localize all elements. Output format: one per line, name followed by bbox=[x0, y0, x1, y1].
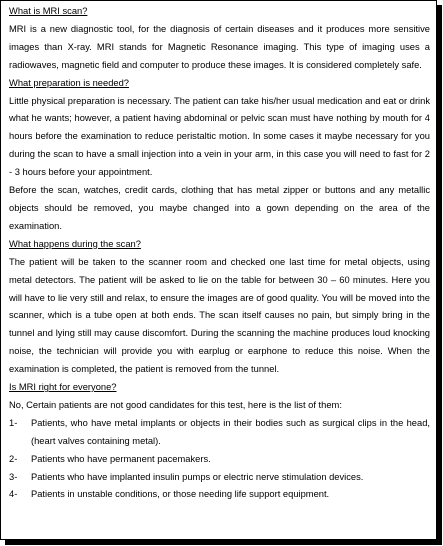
paragraph: Little physical preparation is necessary. The patient can take his/her usual medication and eat or drink what he wants; however, a patient having abdominal or pelvic scan must have nothing by mouth for 4 hours before the examination to reduce peristaltic motion. In some cases it maybe necessary for you during the scan to have a small injection into a vein in your arm, in this case you will need to fast for 2 - 3 hours before your appointment. bbox=[9, 95, 430, 178]
list-item-number: 3- bbox=[9, 471, 18, 482]
section-what-is-mri bbox=[9, 3, 430, 75]
list-item bbox=[9, 451, 430, 469]
list-item-text: Patients who have permanent pacemakers. bbox=[31, 453, 211, 464]
document-body bbox=[1, 1, 436, 504]
paragraph: MRI is a new diagnostic tool, for the diagnosis of certain diseases and it produces more sensitive images than X-ray. MRI stands for Magnetic Resonance imaging. This type of imaging uses a radiowaves, magnetic field and computer to produce these images. It is considered completely safe. bbox=[9, 23, 430, 70]
section-heading: What happens during the scan? bbox=[9, 238, 141, 249]
contraindication-list bbox=[9, 415, 430, 505]
paragraph: No, Certain patients are not good candidates for this test, here is the list of them: bbox=[9, 399, 342, 410]
section-heading: What preparation is needed? bbox=[9, 77, 129, 88]
paragraph: Before the scan, watches, credit cards, clothing that has metal zipper or buttons and any metallic objects should be removed, you maybe changed into a gown depending on the area of the examination. bbox=[9, 185, 430, 231]
list-item-text: Patients in unstable conditions, or those needing life support equipment. bbox=[31, 489, 330, 500]
list-item bbox=[9, 486, 430, 504]
list-item-text: Patients, who have metal implants or objects in their bodies such as surgical clips in the head, (heart valves containing metal). bbox=[31, 417, 430, 446]
list-item-number: 4- bbox=[9, 489, 18, 500]
section-during-scan bbox=[9, 236, 430, 379]
section-right-for-everyone bbox=[9, 379, 430, 504]
list-item-number: 1- bbox=[9, 417, 18, 428]
section-preparation bbox=[9, 75, 430, 236]
list-item bbox=[9, 415, 430, 451]
section-heading: Is MRI right for everyone? bbox=[9, 382, 117, 393]
list-item-text: Patients who have implanted insulin pumps or electric nerve stimulation devices. bbox=[31, 471, 364, 482]
paragraph: The patient will be taken to the scanner room and checked one last time for metal objects, using metal detectors. The patient will be asked to lie on the table for between 30 – 60 minutes. Here you will have to lie very still and relax, to ensure the images are of good quality. You will be moved into the scanner, which is a tube open at both ends. The scan itself causes no pain, but simply bring in the tunnel and lying still may cause discomfort. During the scanning the machine produces loud knocking noise, the technician will provide you with earplug or earphone to reduce this noise. When the examination is completed, the patient is removed from the tunnel. bbox=[9, 256, 430, 375]
list-item-number: 2- bbox=[9, 453, 18, 464]
list-item bbox=[9, 469, 430, 487]
section-heading: What is MRI scan? bbox=[9, 6, 88, 16]
